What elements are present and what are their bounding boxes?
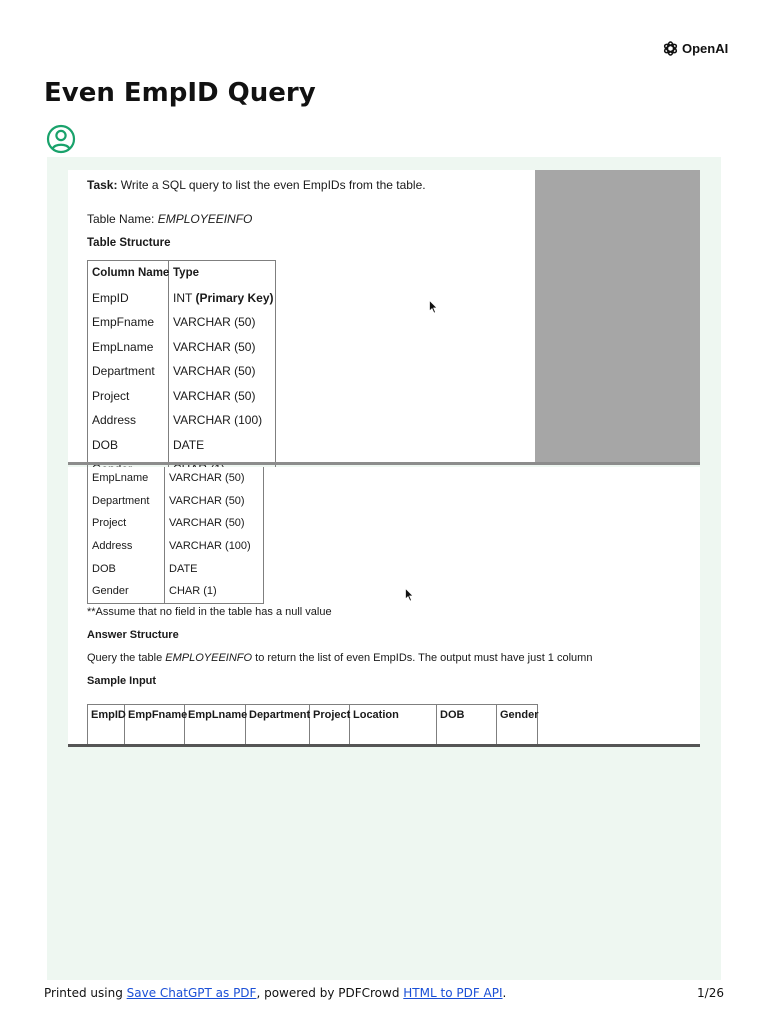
sample-input-heading: Sample Input [87, 675, 157, 687]
gray-panel [535, 170, 700, 465]
footer-prefix: Printed using [44, 986, 127, 1000]
answer-structure-text [87, 652, 592, 664]
column-name-cell: Project [88, 384, 169, 409]
primary-key-note: (Primary Key) [195, 290, 274, 305]
answer-structure-heading: Answer Structure [87, 629, 179, 641]
html-to-pdf-api-link[interactable]: HTML to PDF API [403, 986, 503, 1000]
type-cell: VARCHAR (100) [173, 413, 263, 428]
logo-text: OpenAI [682, 41, 729, 56]
user-message [47, 157, 721, 980]
type-cell: VARCHAR (100) [169, 540, 251, 553]
table-name-label: Table Name: [87, 212, 158, 226]
type-cell: DATE [169, 562, 198, 575]
divider [68, 462, 700, 465]
column-name-cell: DOB [88, 557, 165, 580]
column-name-cell: Address [88, 535, 165, 558]
type-cell: DATE [173, 437, 205, 452]
page-title: Even EmpID Query [44, 78, 316, 108]
column-name-cell: DOB [88, 433, 169, 458]
table-row [88, 512, 263, 535]
answer-text-after: to return the list of even EmpIDs. The output must have just 1 column [252, 652, 593, 664]
type-cell [169, 291, 274, 305]
type-cell: VARCHAR (50) [173, 364, 256, 379]
sample-header-cell: EmpFname [125, 705, 185, 744]
header-cell-column-name: Column Name [88, 261, 169, 286]
header-cell-type: Type [173, 267, 199, 280]
type-cell: VARCHAR (50) [169, 494, 245, 507]
type-cell: VARCHAR (50) [173, 315, 256, 330]
mouse-cursor-icon [405, 588, 414, 602]
table-row [88, 384, 275, 409]
structure-table [87, 260, 276, 483]
column-name-cell: Department [88, 490, 165, 513]
openai-logo [662, 40, 728, 57]
column-name-cell: Address [88, 408, 169, 433]
sample-header-cell: Department [246, 705, 310, 744]
attached-image-2[interactable] [68, 467, 700, 747]
page-number: 1/26 [697, 986, 724, 1000]
print-footer [44, 986, 506, 1000]
sample-header-cell: EmpID [88, 705, 125, 744]
type-cell: VARCHAR (50) [169, 472, 245, 485]
structure-table-continued [87, 467, 264, 604]
type-cell: CHAR (1) [169, 585, 217, 598]
table-row [88, 408, 275, 433]
save-chatgpt-pdf-link[interactable]: Save ChatGPT as PDF [126, 986, 257, 1000]
structure-heading: Table Structure [87, 237, 171, 249]
table-row [88, 535, 263, 558]
type-text: INT [173, 290, 196, 305]
attached-image-1[interactable] [68, 170, 700, 465]
sample-header-cell: EmpLname [185, 705, 246, 744]
column-name-cell: Department [88, 359, 169, 384]
table-row [88, 310, 275, 335]
type-cell: VARCHAR (50) [173, 388, 256, 403]
column-name-cell: EmpID [88, 286, 169, 311]
column-name-cell: EmpLname [88, 467, 165, 490]
sample-header-cell: Project [310, 705, 350, 744]
table-header-row [88, 261, 275, 286]
type-cell: VARCHAR (50) [173, 339, 256, 354]
sample-header-cell: Location [350, 705, 437, 744]
footer-suffix: . [502, 986, 507, 1000]
sample-header-cell: Gender [500, 709, 539, 721]
footer-middle: , powered by PDFCrowd [256, 986, 404, 1000]
table-row [88, 557, 263, 580]
table-name-value: EMPLOYEEINFO [157, 212, 253, 226]
table-name-line [87, 212, 252, 226]
table-row [88, 580, 263, 603]
table-row [88, 359, 275, 384]
task-text: Write a SQL query to list the even EmpIDs from the table. [117, 178, 426, 192]
task-label: Task: [87, 178, 118, 192]
table-row [88, 286, 275, 311]
table-row [88, 433, 275, 458]
sample-header-cell: DOB [437, 705, 497, 744]
task-line [87, 178, 426, 192]
answer-text-table: EMPLOYEEINFO [165, 652, 253, 664]
openai-logo-icon [662, 40, 679, 57]
column-name-cell: Project [88, 512, 165, 535]
assumption-note: **Assume that no field in the table has a null value [87, 606, 332, 618]
mouse-cursor-icon [429, 300, 438, 314]
column-name-cell: EmpFname [88, 310, 169, 335]
table-row [88, 490, 263, 513]
sample-input-table [87, 704, 538, 744]
user-avatar-icon [46, 124, 76, 154]
answer-text-before: Query the table [87, 652, 166, 664]
table-row [88, 335, 275, 360]
divider [68, 744, 700, 747]
type-cell: VARCHAR (50) [169, 517, 245, 530]
column-name-cell: Gender [88, 580, 165, 603]
column-name-cell: EmpLname [88, 335, 169, 360]
table-row [88, 467, 263, 490]
